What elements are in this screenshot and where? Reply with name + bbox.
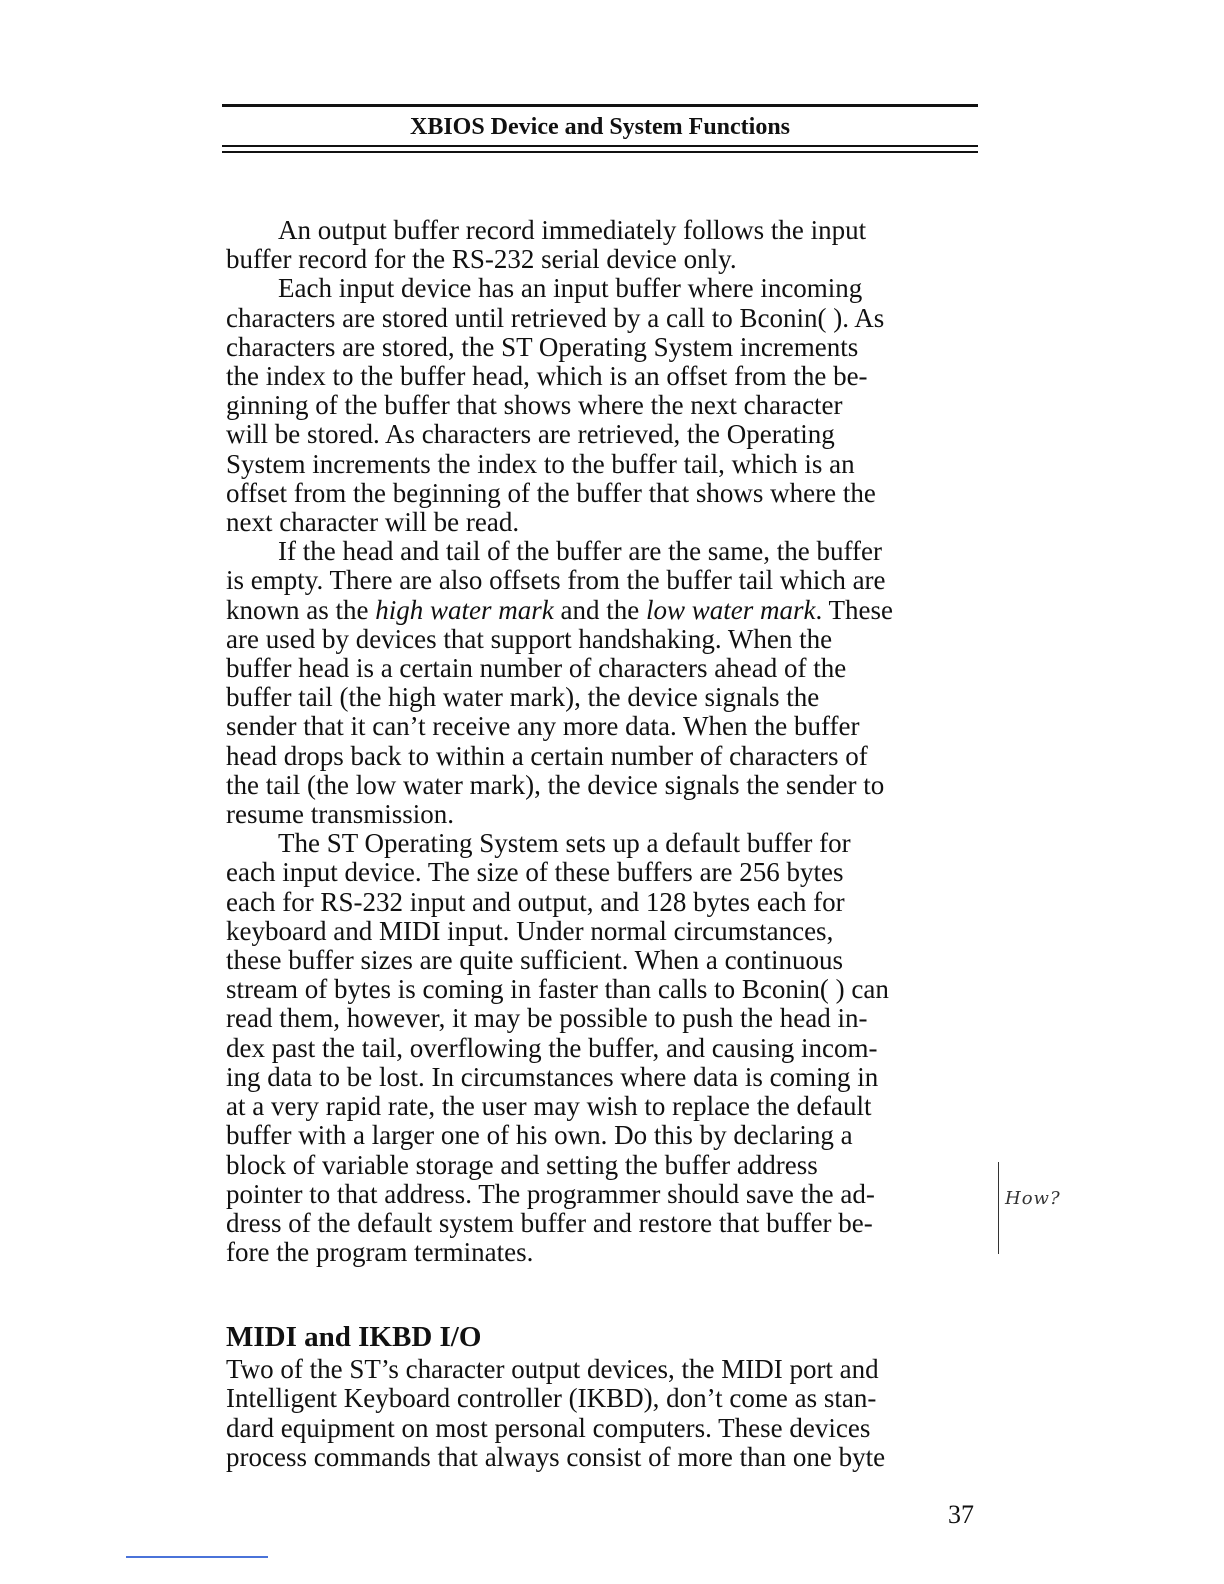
text-line: Two of the ST’s character output devices, the MIDI port and — [226, 1354, 879, 1384]
text-line: sender that it can’t receive any more data. When the buffer — [226, 711, 860, 742]
text-line: The ST Operating System sets up a default buffer for — [278, 828, 851, 859]
text-line: at a very rapid rate, the user may wish to replace the default — [226, 1091, 872, 1122]
text-line: ginning of the buffer that shows where the next character — [226, 390, 843, 421]
text-line: is empty. There are also offsets from the buffer tail which are — [226, 565, 886, 596]
text-line: fore the program terminates. — [226, 1237, 534, 1268]
text-line: Each input device has an input buffer where incoming — [278, 273, 863, 304]
text-line: characters are stored until retrieved by a call to Bconin( ). As — [226, 302, 885, 333]
section-heading: MIDI and IKBD I/O — [226, 1321, 482, 1353]
text-line: buffer with a larger one of his own. Do this by declaring a — [226, 1120, 853, 1151]
margin-annotation-note: How? — [1005, 1188, 1061, 1209]
text-line: each for RS-232 input and output, and 128 bytes each for — [226, 886, 845, 917]
text-line: these buffer sizes are quite sufficient. When a continuous — [226, 945, 844, 976]
text-line: buffer head is a certain number of characters ahead of the — [226, 653, 847, 684]
header-rule-top — [222, 104, 978, 107]
text-line: ing data to be lost. In circumstances where data is coming in — [226, 1061, 879, 1092]
text-line: buffer record for the RS-232 serial device only. — [226, 244, 737, 275]
text-line: pointer to that address. The programmer should save the ad- — [226, 1178, 875, 1209]
text-line: known as the high water mark and the low water mark. These — [226, 594, 893, 625]
text-line: the index to the buffer head, which is an offset from the be- — [226, 361, 868, 392]
text-line: resume transmission. — [226, 799, 454, 830]
text-line: dard equipment on most personal computers. These devices — [226, 1412, 871, 1443]
text-line: next character will be read. — [226, 507, 520, 538]
header-rule-bottom — [222, 145, 978, 147]
page-number: 37 — [948, 1500, 974, 1529]
emphasized-term: high water mark — [375, 594, 554, 625]
margin-annotation-bar — [998, 1162, 999, 1254]
header-rule-bottom-double — [222, 151, 978, 153]
text-line: keyboard and MIDI input. Under normal circumstances, — [226, 915, 834, 946]
text-line: will be stored. As characters are retrieved, the Operating — [226, 419, 835, 450]
text-line: the tail (the low water mark), the device signals the sender to — [226, 769, 885, 800]
text-line: head drops back to within a certain number of characters of — [226, 740, 868, 771]
running-head: XBIOS Device and System Functions — [409, 114, 791, 140]
scan-edge-line — [126, 1556, 268, 1558]
text-line: System increments the index to the buffer tail, which is an — [226, 448, 855, 479]
text-line: If the head and tail of the buffer are the same, the buffer — [278, 536, 882, 567]
emphasized-term: low water mark — [645, 594, 816, 625]
text-line: process commands that always consist of more than one byte — [226, 1442, 886, 1473]
text-line: stream of bytes is coming in faster than calls to Bconin( ) can — [226, 974, 889, 1005]
text-line: block of variable storage and setting the buffer address — [226, 1149, 818, 1180]
text-line: Intelligent Keyboard controller (IKBD), don’t come as stan- — [226, 1383, 877, 1414]
section-text — [226, 1355, 986, 1473]
body-text — [226, 216, 986, 1267]
text-line: dex past the tail, overflowing the buffer, and causing incom- — [226, 1032, 878, 1063]
text-line: each input device. The size of these buffers are 256 bytes — [226, 857, 844, 888]
text-line: read them, however, it may be possible to push the head in- — [226, 1003, 868, 1034]
text-line: are used by devices that support handshaking. When the — [226, 623, 833, 654]
text-line: buffer tail (the high water mark), the device signals the — [226, 682, 820, 713]
text-line: offset from the beginning of the buffer that shows where the — [226, 477, 876, 508]
text-line: dress of the default system buffer and restore that buffer be- — [226, 1207, 873, 1238]
text-line: An output buffer record immediately follows the input — [278, 215, 867, 245]
text-line: characters are stored, the ST Operating System increments — [226, 331, 859, 362]
